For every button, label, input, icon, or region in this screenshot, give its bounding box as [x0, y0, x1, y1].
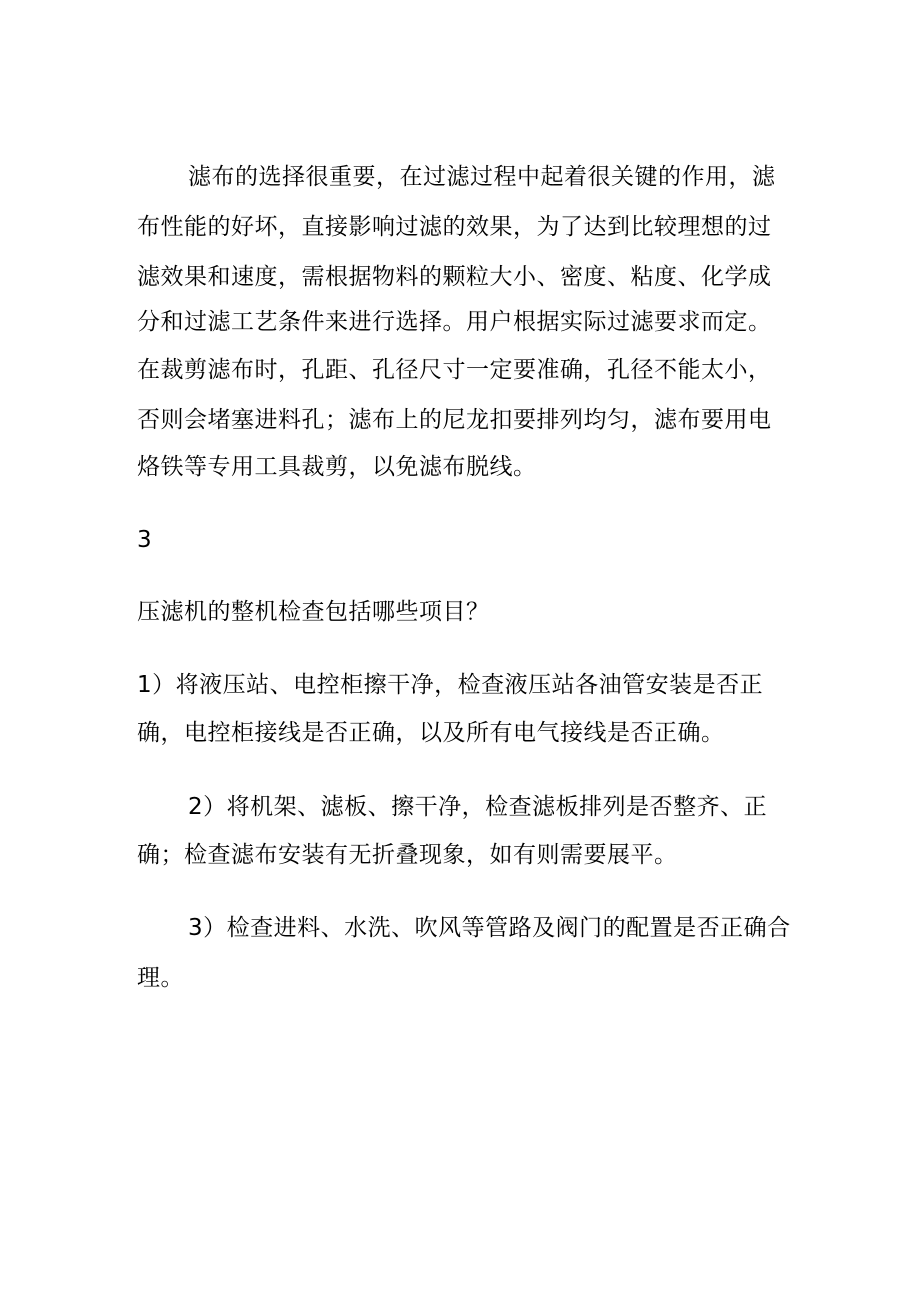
item-2-line-1: 2）将机架、滤板、擦干净，检查滤板排列是否整齐、正 [188, 794, 768, 820]
item-3-line-2: 理。 [137, 965, 184, 991]
item-3-line-1: 3）检查进料、水洗、吹风等管路及阀门的配置是否正确合 [188, 915, 791, 941]
intro-line-7: 烙铁等专用工具裁剪，以免滤布脱线。 [137, 454, 537, 480]
item-1-line-1: 1）将液压站、电控柜擦干净，检查液压站各油管安装是否正 [137, 672, 764, 698]
intro-line-5: 在裁剪滤布时，孔距、孔径尺寸一定要准确，孔径不能太小， [137, 357, 772, 383]
intro-line-3: 滤效果和速度，需根据物料的颗粒大小、密度、粘度、化学成 [137, 264, 772, 290]
section-question: 压滤机的整机检查包括哪些项目？ [137, 599, 490, 625]
intro-line-6: 否则会堵塞进料孔；滤布上的尼龙扣要排列均匀，滤布要用电 [137, 407, 772, 433]
section-number: 3 [137, 527, 153, 553]
item-2-line-2: 确；检查滤布安装有无折叠现象，如有则需要展平。 [137, 842, 678, 868]
item-1-line-2: 确，电控柜接线是否正确，以及所有电气接线是否正确。 [137, 720, 725, 746]
intro-line-2: 布性能的好坏，直接影响过滤的效果，为了达到比较理想的过 [137, 214, 772, 240]
intro-line-1: 滤布的选择很重要，在过滤过程中起着很关键的作用，滤 [188, 164, 776, 190]
intro-line-4: 分和过滤工艺条件来进行选择。用户根据实际过滤要求而定。 [137, 309, 772, 335]
